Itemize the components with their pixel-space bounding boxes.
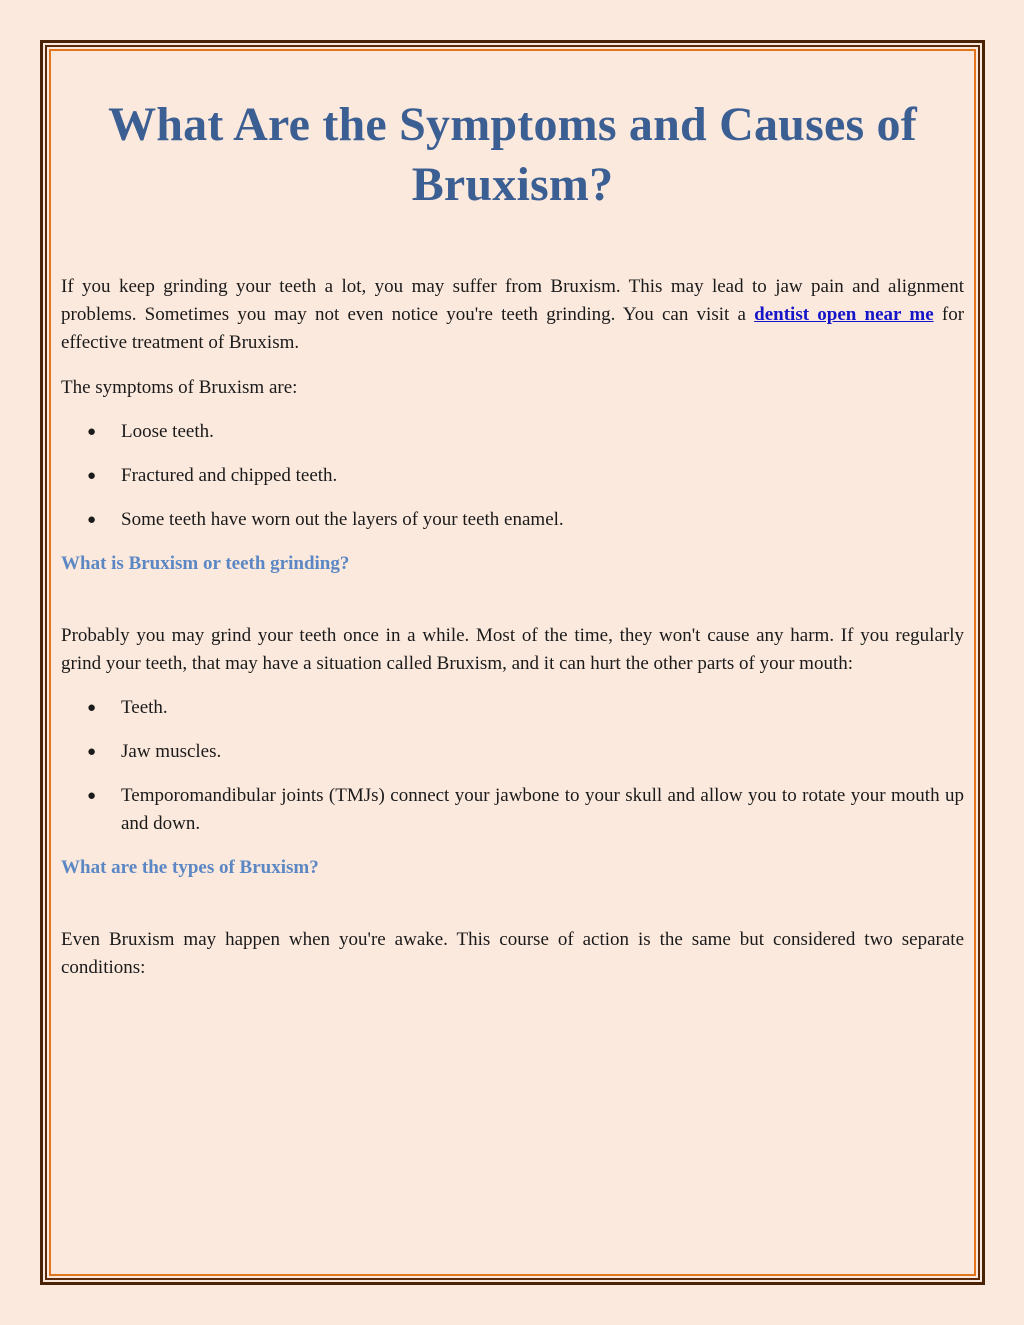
list-item-text: Fractured and chipped teeth. [121, 465, 338, 486]
bullet-icon: ● [87, 700, 97, 716]
bullet-icon: ● [87, 744, 97, 760]
list-item-text: Jaw muscles. [121, 741, 222, 762]
affected-parts-list [61, 694, 964, 838]
bullet-icon: ● [87, 468, 97, 484]
list-item [61, 418, 964, 446]
section-paragraph-types: Even Bruxism may happen when you're awake. This course of action is the same but considered two separate conditions: [61, 929, 964, 978]
intro-text-before: If you keep grinding your teeth a lot, you may suffer from Bruxism. This may lead to jaw pain and alignment problems. Sometimes you may not even notice you're teeth grinding. You can visit a [61, 276, 964, 325]
bullet-icon: ● [87, 424, 97, 440]
bullet-icon: ● [87, 788, 97, 804]
list-item-text: Loose teeth. [121, 421, 214, 442]
symptoms-intro: The symptoms of Bruxism are: [61, 377, 298, 398]
symptoms-list [61, 418, 964, 534]
list-item-text: Teeth. [121, 697, 168, 718]
intro-paragraph [61, 273, 964, 357]
section-paragraph-what-is: Probably you may grind your teeth once in a while. Most of the time, they won't cause any harm. If you regularly grind your teeth, that may have a situation called Bruxism, and it can hurt the other parts of your mouth: [61, 625, 964, 674]
bullet-icon: ● [87, 512, 97, 528]
page-title: What Are the Symptoms and Causes of Bruxism? [108, 98, 917, 211]
list-item [61, 694, 964, 722]
list-item [61, 738, 964, 766]
list-item-text: Some teeth have worn out the layers of your teeth enamel. [121, 509, 564, 530]
intro-text-after: for effective treatment of Bruxism. [61, 304, 965, 353]
list-item [61, 506, 964, 534]
list-item-text: Temporomandibular joints (TMJs) connect your jawbone to your skull and allow you to rotate your mouth up and down. [121, 785, 964, 834]
section-heading-types: What are the types of Bruxism? [61, 857, 319, 878]
dentist-link[interactable]: dentist open near me [754, 304, 934, 325]
document-content [61, 95, 964, 982]
list-item [61, 462, 964, 490]
section-heading-what-is: What is Bruxism or teeth grinding? [61, 553, 350, 574]
list-item [61, 782, 964, 838]
